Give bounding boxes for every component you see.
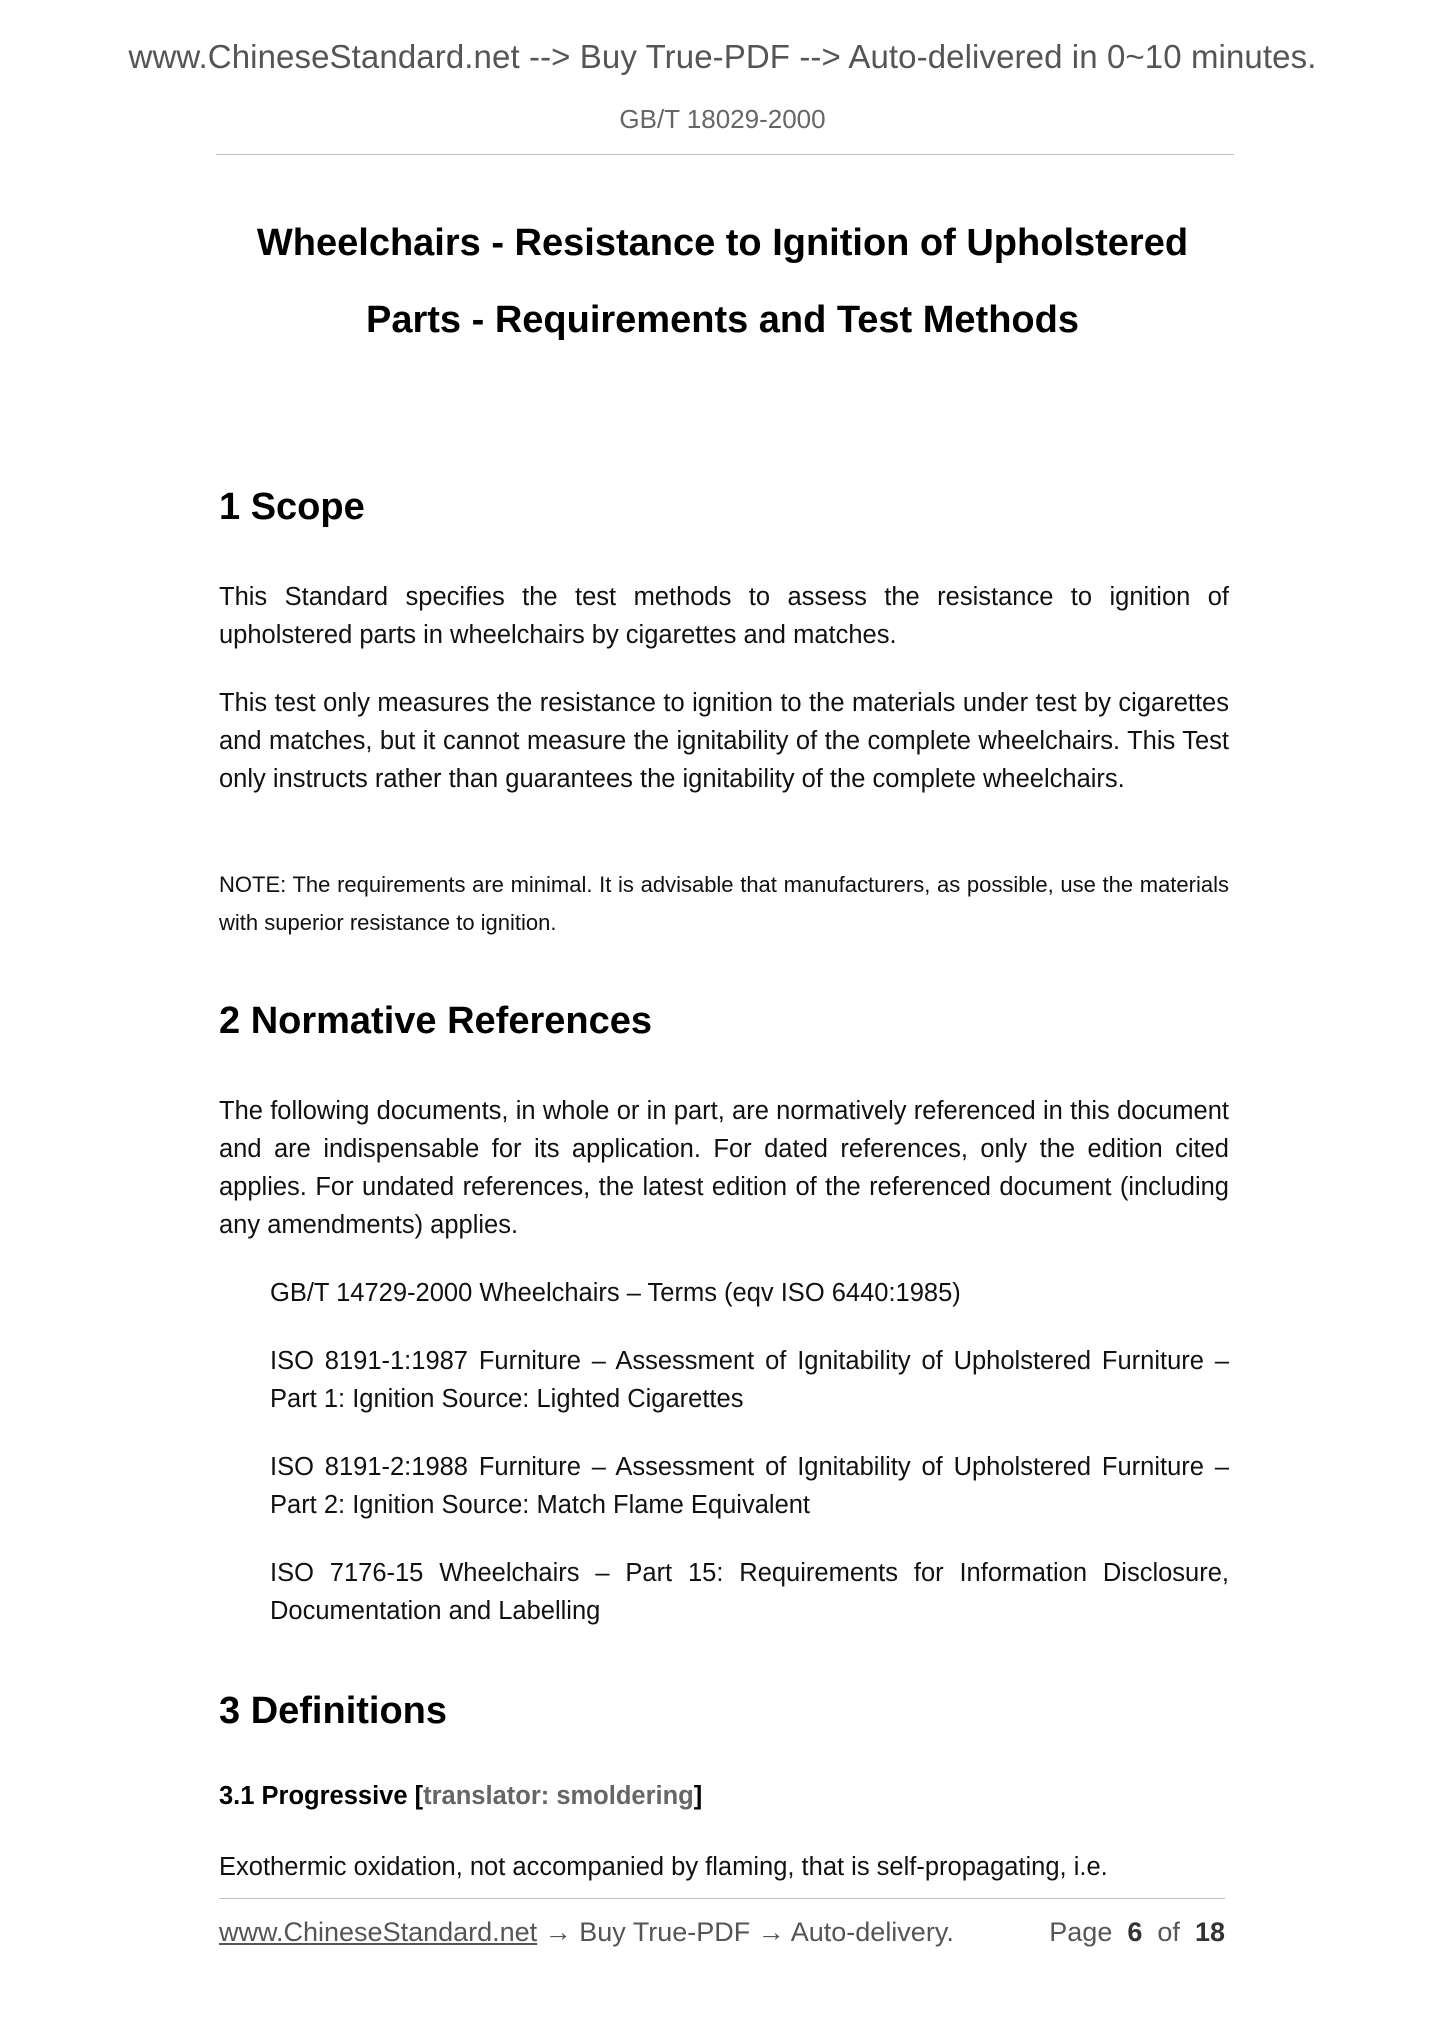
standard-number: GB/T 18029-2000	[619, 104, 826, 134]
reference-item: ISO 8191-2:1988 Furniture – Assessment of Ignitability of Upholstered Furniture – Part 2: Ignition Source: Match Flame Equivalent	[270, 1453, 1229, 1519]
definition-3-1-text: Exothermic oxidation, not accompanied by flaming, that is self-propagating, i.e.	[219, 1853, 1108, 1881]
title-line-1: Wheelchairs - Resistance to Ignition of Upholstered	[256, 222, 1189, 264]
section-1-paragraph-2: This test only measures the resistance to ignition to the materials under test by cigarettes and matches, but it cannot measure the ignitability of the complete wheelchairs. This Test only instructs rather than guarantees the ignitability of the complete wheelchairs.	[219, 689, 1229, 793]
page-indicator	[1049, 1917, 1225, 1948]
document-title	[200, 205, 1245, 359]
definition-3-1-title	[219, 1782, 702, 1811]
header-divider	[216, 154, 1234, 155]
section-1-heading: 1 Scope	[219, 486, 365, 528]
top-banner: www.ChineseStandard.net --> Buy True-PDF --> Auto-delivered in 0~10 minutes.	[128, 38, 1317, 75]
page-footer	[219, 1917, 1225, 1953]
page-total: 18	[1194, 1917, 1225, 1947]
footer-divider	[219, 1898, 1225, 1899]
reference-item: ISO 7176-15 Wheelchairs – Part 15: Requirements for Information Disclosure, Documentation and Labelling	[270, 1559, 1229, 1625]
footer-left	[219, 1917, 954, 1948]
definition-title-text: 3.1 Progressive [	[219, 1782, 424, 1810]
reference-item: GB/T 14729-2000 Wheelchairs – Terms (eqv ISO 6440:1985)	[270, 1279, 961, 1307]
translator-note: translator: smoldering	[423, 1782, 694, 1810]
definition-title-close: ]	[693, 1782, 703, 1810]
title-line-2: Parts - Requirements and Test Methods	[366, 299, 1079, 341]
section-1-note: NOTE: The requirements are minimal. It is advisable that manufacturers, as possible, use the materials with superior resistance to ignition.	[219, 872, 1229, 935]
section-2-heading: 2 Normative References	[219, 1000, 652, 1042]
footer-text: → Buy True-PDF → Auto-delivery.	[537, 1917, 954, 1947]
section-1-paragraph-1: This Standard specifies the test methods to assess the resistance to ignition of upholstered parts in wheelchairs by cigarettes and matches.	[219, 583, 1229, 649]
footer-link[interactable]: www.ChineseStandard.net	[219, 1917, 538, 1947]
page-current: 6	[1127, 1917, 1143, 1947]
section-2-paragraph-1: The following documents, in whole or in part, are normatively referenced in this document and are indispensable for its application. For dated references, only the edition cited applies. For undated references, the latest edition of the referenced document (including any amendments) applies.	[219, 1097, 1229, 1239]
page-label: Page	[1049, 1917, 1113, 1947]
section-3-heading: 3 Definitions	[219, 1690, 448, 1732]
reference-item: ISO 8191-1:1987 Furniture – Assessment of Ignitability of Upholstered Furniture – Part 1: Ignition Source: Lighted Cigarettes	[270, 1347, 1229, 1413]
page-of: of	[1157, 1917, 1180, 1947]
